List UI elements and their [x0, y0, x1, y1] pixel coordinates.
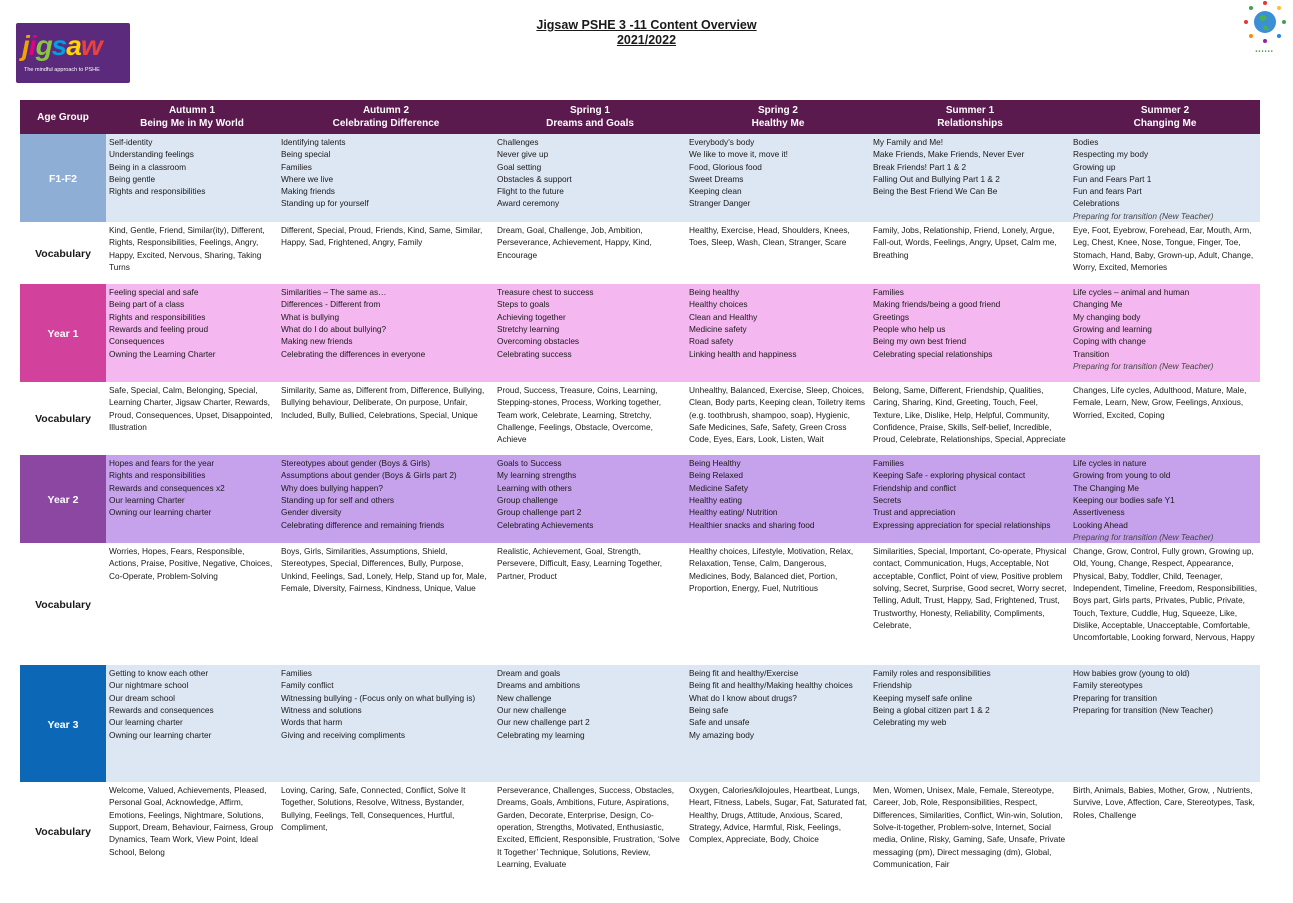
topic-item: Being the Best Friend We Can Be: [873, 186, 998, 197]
vocabulary-label: Vocabulary: [20, 222, 106, 284]
topic-item: Award ceremony: [497, 198, 560, 209]
topic-item: Rewards and feeling proud: [109, 323, 209, 334]
topic-item: Flight to the future: [497, 186, 564, 197]
topic-item: Expressing appreciation for special relationships: [873, 519, 1051, 530]
vocabulary-row: [20, 782, 1260, 880]
topic-item: Family conflict: [281, 680, 334, 691]
topic-item: Celebrations: [1073, 198, 1120, 209]
vocabulary-cell: Birth, Animals, Babies, Mother, Grow, , Nutrients, Survive, Love, Affection, Care, Stereotypes, Task, Roles, Challenge: [1070, 782, 1260, 880]
topic-item: Life cycles in nature: [1073, 458, 1147, 469]
term-label: Autumn 1: [168, 105, 216, 116]
vocabulary-cell: Loving, Caring, Safe, Connected, Conflict, Solve It Together, Solutions, Resolve, Witness, Bystander, Bullying, Feelings, Tell, Consequences, Hurtful, Compliment,: [278, 782, 494, 880]
topic-item: Witnessing bullying - (Focus only on what bullying is): [281, 692, 476, 703]
vocabulary-label: Vocabulary: [20, 382, 106, 455]
topic-item: Friendship and conflict: [873, 482, 957, 493]
topic-item: Secrets: [873, 494, 902, 505]
topic-item: Celebrating difference and remaining friends: [281, 519, 445, 530]
unit-label: Healthy Me: [751, 118, 805, 129]
topic-item: Achieving together: [497, 311, 566, 322]
topic-item: Linking health and happiness: [689, 348, 797, 359]
topic-item: Trust and appreciation: [873, 507, 956, 518]
vocabulary-row: [20, 382, 1260, 455]
topics-cell: [870, 665, 1070, 782]
topic-item: Families: [873, 458, 904, 469]
topic-item: Group challenge part 2: [497, 507, 582, 518]
topic-item: What do I know about drugs?: [689, 692, 797, 703]
vocabulary-cell: Healthy, Exercise, Head, Shoulders, Knees, Toes, Sleep, Wash, Clean, Stranger, Scare: [686, 222, 870, 284]
vocabulary-cell: Family, Jobs, Relationship, Friend, Lonely, Argue, Fall-out, Words, Feelings, Angry, Upset, Calm me, Breathing: [870, 222, 1070, 284]
topic-item: Break Friends! Part 1 & 2: [873, 161, 967, 172]
vocabulary-row: [20, 222, 1260, 284]
vocabulary-cell: Boys, Girls, Similarities, Assumptions, Shield, Stereotypes, Special, Differences, Bully, Purpose, Unkind, Feelings, Sad, Lonely, Help, Stand up for, Male, Female, Diversity, Fairness, Kindness, Unique, Value: [278, 543, 494, 665]
topic-item: Fun and fears Part: [1073, 186, 1142, 197]
topic-item: Friendship: [873, 680, 912, 691]
topic-item: Being special: [281, 149, 331, 160]
topic-item: Rights and responsibilities: [109, 186, 206, 197]
topic-item: Understanding feelings: [109, 149, 194, 160]
topic-item: Transition: [1073, 348, 1110, 359]
term-label: Spring 1: [569, 105, 610, 116]
topic-item: Rights and responsibilities: [109, 470, 206, 481]
unit-label: Being Me in My World: [140, 118, 244, 129]
topics-cell: [686, 455, 870, 543]
topic-item: Words that harm: [281, 717, 343, 728]
vocabulary-label: Vocabulary: [20, 782, 106, 880]
unit-label: Relationships: [937, 118, 1003, 129]
topic-item: Where we live: [281, 173, 334, 184]
header-row: [20, 100, 1260, 134]
topic-item: Falling Out and Bullying Part 1 & 2: [873, 173, 1000, 184]
topic-item: Bodies: [1073, 137, 1099, 147]
header-autumn-2: [278, 100, 494, 134]
vocabulary-cell: Kind, Gentle, Friend, Similar(ity), Different, Rights, Responsibilities, Feelings, Angry, Happy, Excited, Nervous, Sharing, Taking Turns: [106, 222, 278, 284]
topic-item: Safe and unsafe: [689, 717, 750, 728]
unit-label: Celebrating Difference: [332, 118, 440, 129]
topic-item: Being a global citizen part 1 & 2: [873, 705, 990, 716]
topic-item: Gender diversity: [281, 507, 342, 518]
topic-item: Hopes and fears for the year: [109, 458, 215, 469]
topic-item: Owning our learning charter: [109, 729, 212, 740]
age-group-label: Year 3: [20, 665, 106, 782]
topic-item: Assumptions about gender (Boys & Girls part 2): [281, 470, 457, 481]
topic-item: Life cycles – animal and human: [1073, 287, 1190, 298]
topic-item: Keeping Safe - exploring physical contact: [873, 470, 1026, 481]
topics-cell: [686, 284, 870, 382]
topic-item: Owning our learning charter: [109, 507, 212, 518]
topic-item: Giving and receiving compliments: [281, 729, 406, 740]
content-overview-table: [20, 100, 1260, 880]
vocabulary-cell: Change, Grow, Control, Fully grown, Growing up, Old, Young, Change, Respect, Appearance, Physical, Baby, Toddler, Child, Teenager, Independent, Timeline, Freedom, Responsibilities, Boys part, Girls parts, Privates, Public, Private, Touch, Texture, Cuddle, Hug, Squeeze, Like, Dislike, Acceptable, Unacceptable, Comfortable, Uncomfortable, Looking forward, Nervous, Happy: [1070, 543, 1260, 665]
vocabulary-cell: Similarity, Same as, Different from, Difference, Bullying, Bullying behaviour, Deliberate, On purpose, Unfair, Included, Bully, Bullied, Celebrations, Special, Unique: [278, 382, 494, 455]
topics-cell: [106, 455, 278, 543]
vocabulary-cell: Unhealthy, Balanced, Exercise, Sleep, Choices, Clean, Body parts, Keeping clean, Toiletry items (e.g. toothbrush, shampoo, soap), Hygienic, Safe Medicines, Safe, Safety, Green Cross Code, Eyes, Ears, Look, Listen, Wait: [686, 382, 870, 455]
topics-cell: [1070, 134, 1260, 222]
topic-item: Our new challenge: [497, 705, 567, 716]
topic-item: Changing Me: [1073, 299, 1123, 310]
topic-item: Getting to know each other: [109, 668, 209, 679]
topic-item: Celebrating special relationships: [873, 348, 993, 359]
topic-item: Rewards and consequences x2: [109, 482, 225, 493]
topic-item: What is bullying: [281, 311, 340, 322]
topic-item: Our dream school: [109, 692, 175, 703]
vocabulary-cell: Safe, Special, Calm, Belonging, Special, Learning Charter, Jigsaw Charter, Rewards, Proud, Consequences, Upset, Disappointed, Illustration: [106, 382, 278, 455]
topics-cell: [106, 284, 278, 382]
topics-cell: [1070, 665, 1260, 782]
topic-item: Rewards and consequences: [109, 705, 214, 716]
topic-item: Fun and Fears Part 1: [1073, 173, 1152, 184]
topic-item: Stretchy learning: [497, 323, 560, 334]
topics-cell: [494, 284, 686, 382]
topics-row: [20, 284, 1260, 382]
age-group-header: Age Group: [20, 100, 106, 134]
topic-item: Keeping our bodies safe Y1: [1073, 494, 1175, 505]
topic-item: Obstacles & support: [497, 173, 572, 184]
term-label: Summer 2: [1140, 105, 1190, 116]
header-summer-1: [870, 100, 1070, 134]
topic-item: Consequences: [109, 336, 165, 347]
topic-item: Overcoming obstacles: [497, 336, 580, 347]
topics-row: [20, 455, 1260, 543]
topic-item: Making friends/being a good friend: [873, 299, 1001, 310]
topic-item: Never give up: [497, 149, 549, 160]
topics-cell: [278, 134, 494, 222]
topic-item: Being fit and healthy/Exercise: [689, 668, 799, 679]
topic-item: Goal setting: [497, 161, 542, 172]
transition-note: Preparing for transition (New Teacher): [1073, 531, 1214, 542]
topics-cell: [278, 284, 494, 382]
topic-item: Our nightmare school: [109, 680, 189, 691]
topic-item: Being my own best friend: [873, 336, 967, 347]
topic-item: Our learning Charter: [109, 494, 185, 505]
vocabulary-cell: Perseverance, Challenges, Success, Obstacles, Dreams, Goals, Ambitions, Future, Aspirations, Garden, Decorate, Enterprise, Design, Co-operation, Strengths, Motivated, Enthusiastic, Excited, Efficient, Responsible, Frustration, ‘Solve It Together’ Technique, Solutions, Review, Learning, Evaluate: [494, 782, 686, 880]
topic-item: Goals to Success: [497, 458, 562, 469]
topic-item: Keeping clean: [689, 186, 742, 197]
topic-item: Being fit and healthy/Making healthy choices: [689, 680, 853, 691]
topics-row: [20, 665, 1260, 782]
topic-item: Road safety: [689, 336, 734, 347]
topic-item: Medicine safety: [689, 323, 747, 334]
topic-item: Preparing for transition: [1073, 692, 1157, 703]
topic-item: My amazing body: [689, 729, 755, 740]
topic-item: Food, Glorious food: [689, 161, 762, 172]
topic-item: Respecting my body: [1073, 149, 1149, 160]
jigsaw-logo: [16, 23, 130, 83]
vocabulary-cell: Proud, Success, Treasure, Coins, Learning, Stepping-stones, Process, Working together, Team work, Celebrate, Learning, Stretchy, Challenge, Feelings, Obstacle, Overcome, Achieve: [494, 382, 686, 455]
term-label: Spring 2: [757, 105, 798, 116]
age-group-label: Year 1: [20, 284, 106, 382]
topic-item: Rights and responsibilities: [109, 311, 206, 322]
topic-item: Celebrating my web: [873, 717, 947, 728]
topic-item: How babies grow (young to old): [1073, 668, 1190, 679]
topic-item: Standing up for self and others: [281, 494, 395, 505]
unit-label: Changing Me: [1133, 118, 1197, 129]
topic-item: Steps to goals: [497, 299, 550, 310]
header-spring-1: [494, 100, 686, 134]
topic-item: Healthy eating/ Nutrition: [689, 507, 778, 518]
vocabulary-cell: Men, Women, Unisex, Male, Female, Stereotype, Career, Job, Role, Responsibilities, Respect, Differences, Similarities, Conflict, Win-win, Solution, Solve-it-together, Problem-solve, Internet, Social media, Online, Risky, Gaming, Safe, Unsafe, Private messaging (pm), Direct messaging (dm), Global, Communication, Fair: [870, 782, 1070, 880]
header-autumn-1: [106, 100, 278, 134]
topic-item: Growing and learning: [1073, 323, 1152, 334]
topic-item: Preparing for transition (New Teacher): [1073, 705, 1214, 716]
topic-item: Healthier snacks and sharing food: [689, 519, 815, 530]
topic-item: Being Healthy: [689, 458, 741, 469]
topics-cell: [686, 134, 870, 222]
topic-item: Witness and solutions: [281, 705, 362, 716]
topics-cell: [278, 665, 494, 782]
transition-note: Preparing for transition (New Teacher): [1073, 210, 1214, 221]
logo-tagline: The mindful approach to PSHE: [24, 67, 100, 73]
vocabulary-cell: Eye, Foot, Eyebrow, Forehead, Ear, Mouth, Arm, Leg, Chest, Knee, Nose, Tongue, Finger, Toe, Stomach, Hand, Baby, Grown-up, Adult, Change, Worry, Excited, Memories: [1070, 222, 1260, 284]
topics-row: [20, 134, 1260, 222]
topic-item: Being part of a class: [109, 299, 185, 310]
topic-item: Growing from young to old: [1073, 470, 1171, 481]
vocabulary-cell: Changes, Life cycles, Adulthood, Mature, Male, Female, Learn, New, Grow, Feelings, Anxious, Worried, Excited, Coping: [1070, 382, 1260, 455]
topic-item: Make Friends, Make Friends, Never Ever: [873, 149, 1025, 160]
document-title: [0, 18, 1293, 48]
topic-item: Assertiveness: [1073, 507, 1125, 518]
topics-cell: [494, 134, 686, 222]
topics-cell: [870, 284, 1070, 382]
topics-cell: [870, 455, 1070, 543]
topic-item: Families: [281, 668, 312, 679]
topic-item: Self-identity: [109, 137, 153, 147]
topic-item: Clean and Healthy: [689, 311, 758, 322]
topic-item: We like to move it, move it!: [689, 149, 788, 160]
children-around-globe-icon: [1235, 0, 1293, 60]
topics-cell: [1070, 284, 1260, 382]
topic-item: Growing up: [1073, 161, 1116, 172]
age-group-label: F1-F2: [20, 134, 106, 222]
topic-item: Our new challenge part 2: [497, 717, 590, 728]
topics-cell: [106, 665, 278, 782]
topics-cell: [1070, 455, 1260, 543]
topic-item: Sweet Dreams: [689, 173, 744, 184]
topic-item: Stranger Danger: [689, 198, 751, 209]
topic-item: What do I do about bullying?: [281, 323, 387, 334]
topic-item: Stereotypes about gender (Boys & Girls): [281, 458, 430, 469]
vocabulary-cell: Different, Special, Proud, Friends, Kind, Same, Similar, Happy, Sad, Frightened, Angry, Family: [278, 222, 494, 284]
topic-item: Being safe: [689, 705, 729, 716]
topic-item: Similarities – The same as…: [281, 287, 387, 298]
topic-item: Why does bullying happen?: [281, 482, 383, 493]
topic-item: Identifying talents: [281, 137, 346, 147]
vocabulary-label: Vocabulary: [20, 543, 106, 665]
unit-label: Dreams and Goals: [546, 118, 634, 129]
age-group-label: Year 2: [20, 455, 106, 543]
topic-item: People who help us: [873, 323, 946, 334]
topic-item: Everybody's body: [689, 137, 755, 147]
topic-item: Keeping myself safe online: [873, 692, 973, 703]
transition-note: Preparing for transition (New Teacher): [1073, 360, 1214, 371]
topic-item: New challenge: [497, 692, 552, 703]
term-label: Summer 1: [945, 105, 995, 116]
title-line-1: Jigsaw PSHE 3 -11 Content Overview: [536, 18, 757, 32]
vocabulary-cell: Worries, Hopes, Fears, Responsible, Actions, Praise, Positive, Negative, Choices, Co-Operate, Problem-Solving: [106, 543, 278, 665]
topic-item: Celebrating Achievements: [497, 519, 594, 530]
topic-item: Making friends: [281, 186, 335, 197]
vocabulary-cell: Realistic, Achievement, Goal, Strength, Persevere, Difficult, Easy, Learning Together, Partner, Product: [494, 543, 686, 665]
vocabulary-cell: Similarities, Special, Important, Co-operate, Physical contact, Communication, Hugs, Acceptable, Not acceptable, Conflict, Point of view, Positive problem solving, Secret, Surprise, Good secret, Worry secret, Telling, Adult, Trust, Happy, Sad, Frightened, Trust, Trustworthy, Honesty, Reliability, Compliments, Celebrate,: [870, 543, 1070, 665]
header-summer-2: [1070, 100, 1260, 134]
topic-item: Medicine Safety: [689, 482, 749, 493]
topic-item: My Family and Me!: [873, 137, 944, 147]
svg-text:● ● ● ● ● ●: ● ● ● ● ● ●: [1255, 49, 1273, 53]
topic-item: Healthy choices: [689, 299, 748, 310]
topics-cell: [278, 455, 494, 543]
topic-item: Making new friends: [281, 336, 353, 347]
term-label: Autumn 2: [362, 105, 410, 116]
topic-item: The Changing Me: [1073, 482, 1139, 493]
topic-item: Dream and goals: [497, 668, 561, 679]
topics-cell: [870, 134, 1070, 222]
topic-item: Celebrating my learning: [497, 729, 585, 740]
topic-item: My changing body: [1073, 311, 1141, 322]
topic-item: Owning the Learning Charter: [109, 348, 216, 359]
vocabulary-cell: Dream, Goal, Challenge, Job, Ambition, Perseverance, Achievement, Happy, Kind, Encourage: [494, 222, 686, 284]
topic-item: Healthy eating: [689, 494, 743, 505]
topic-item: Our learning charter: [109, 717, 183, 728]
topic-item: Celebrating success: [497, 348, 572, 359]
topic-item: Family stereotypes: [1073, 680, 1143, 691]
topics-cell: [494, 665, 686, 782]
topics-cell: [106, 134, 278, 222]
topic-item: Differences - Different from: [281, 299, 381, 310]
topic-item: Being healthy: [689, 287, 740, 298]
topic-item: Learning with others: [497, 482, 572, 493]
topics-cell: [494, 455, 686, 543]
topic-item: Celebrating the differences in everyone: [281, 348, 426, 359]
vocabulary-cell: Belong, Same, Different, Friendship, Qualities, Caring, Sharing, Kind, Greeting, Touch, Feel, Texture, Like, Dislike, Help, Helpful, Community, Confidence, Praise, Skills, Self-belief, Incredible, Proud, Celebrate, Relationships, Special, Appreciate: [870, 382, 1070, 455]
topic-item: Looking Ahead: [1073, 519, 1128, 530]
topic-item: Treasure chest to success: [497, 287, 594, 298]
vocabulary-cell: Healthy choices, Lifestyle, Motivation, Relax, Relaxation, Tense, Calm, Dangerous, Medicines, Body, Balanced diet, Portion, Proportion, Energy, Fuel, Nutritious: [686, 543, 870, 665]
vocabulary-cell: Oxygen, Calories/kilojoules, Heartbeat, Lungs, Heart, Fitness, Labels, Sugar, Fat, Saturated fat, Healthy, Drugs, Attitude, Anxious, Scared, Strategy, Advice, Harmful, Risk, Feelings, Complex, Appreciate, Body, Choice: [686, 782, 870, 880]
vocabulary-cell: Welcome, Valued, Achievements, Pleased, Personal Goal, Acknowledge, Affirm, Emotions, Feelings, Nightmare, Solutions, Support, Dream, Behaviour, Fairness, Group Dynamics, Team Work, View Point, Ideal School, Belong: [106, 782, 278, 880]
topic-item: Being in a classroom: [109, 161, 187, 172]
topic-item: My learning strengths: [497, 470, 577, 481]
topic-item: Coping with change: [1073, 336, 1146, 347]
topic-item: Dreams and ambitions: [497, 680, 581, 691]
topic-item: Feeling special and safe: [109, 287, 199, 298]
vocabulary-row: [20, 543, 1260, 665]
topic-item: Family roles and responsibilities: [873, 668, 991, 679]
topic-item: Standing up for yourself: [281, 198, 369, 209]
topic-item: Challenges: [497, 137, 539, 147]
topic-item: Group challenge: [497, 494, 558, 505]
header-spring-2: [686, 100, 870, 134]
topics-cell: [686, 665, 870, 782]
topic-item: Being Relaxed: [689, 470, 743, 481]
logo-word: jigsaw: [22, 30, 102, 61]
title-line-2: 2021/2022: [616, 33, 677, 47]
topic-item: Greetings: [873, 311, 909, 322]
topic-item: Families: [281, 161, 312, 172]
topic-item: Families: [873, 287, 904, 298]
topic-item: Being gentle: [109, 173, 156, 184]
